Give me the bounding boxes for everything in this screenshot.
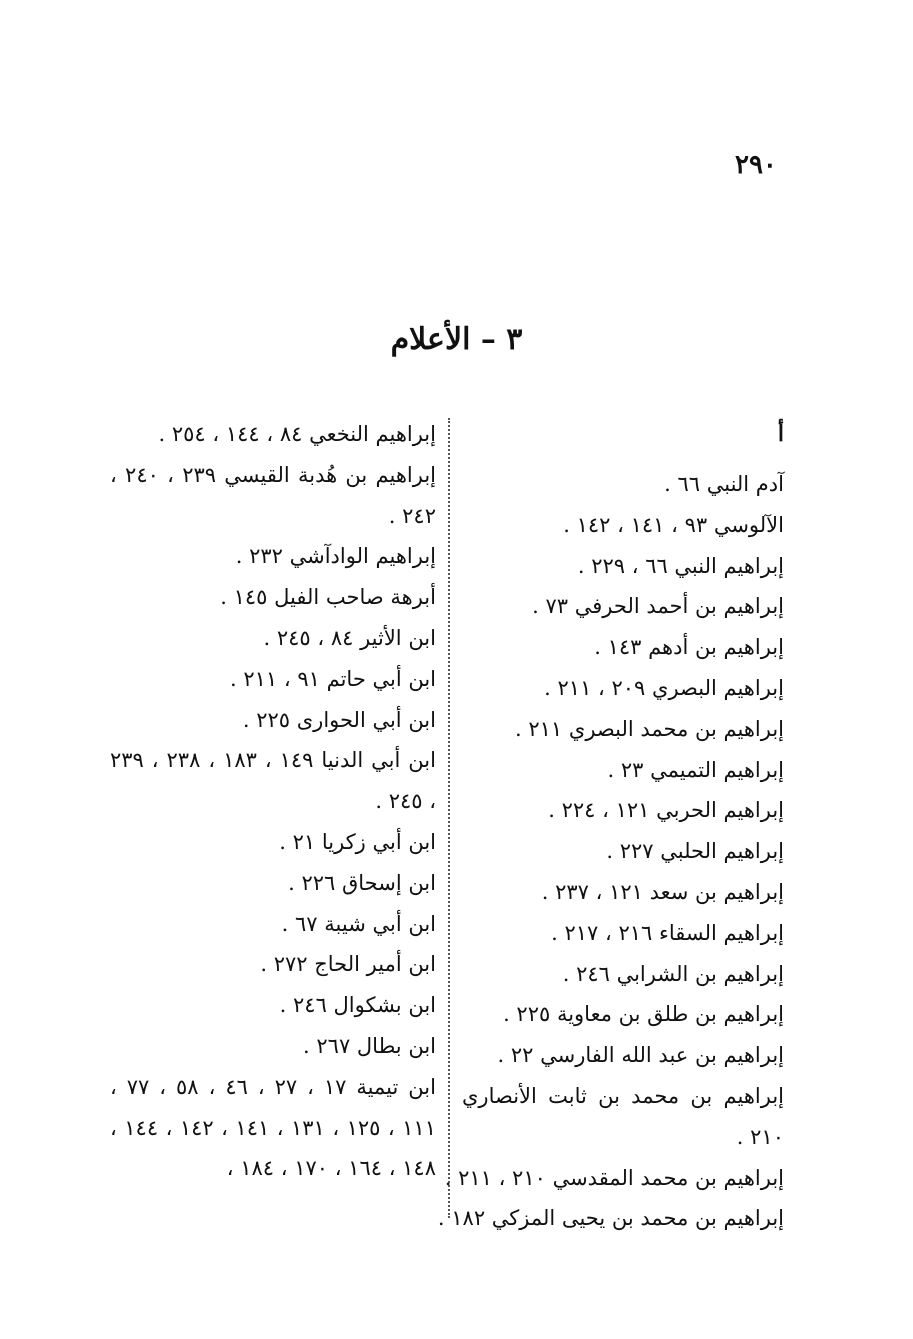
index-entry: آدم النبي ٦٦ . (664, 472, 784, 496)
index-entry: ابن أبي الدنيا ١٤٩ ، ١٨٣ ، ٢٣٨ ، ٢٣٩ ، ٢٤٥ . (110, 748, 436, 814)
index-entry: إبراهيم بن محمد البصري ٢١١ . (515, 716, 784, 741)
index-entry: الآلوسي ٩٣ ، ١٤١ ، ١٤٢ . (563, 512, 784, 537)
index-letter-heading: أ (777, 421, 784, 447)
index-entry: إبراهيم بن عبد الله الفارسي ٢٢ . (497, 1043, 784, 1068)
column-divider (448, 418, 450, 1218)
index-entry: إبراهيم التميمي ٢٣ . (607, 757, 784, 782)
index-entry: إبراهيم البصري ٢٠٩ ، ٢١١ . (544, 675, 784, 700)
page-number: ٢٩٠ (735, 150, 777, 180)
index-entry: ابن أبي شيبة ٦٧ . (281, 911, 436, 936)
index-entry: ابن بطال ٢٦٧ . (303, 1033, 436, 1058)
index-entry: إبراهيم النخعي ٨٤ ، ١٤٤ ، ٢٥٤ . (158, 422, 436, 446)
index-entry: إبراهيم بن محمد بن يحيى المزكي ١٨٢ . (437, 1206, 784, 1231)
index-entry: إبراهيم بن أدهم ١٤٣ . (594, 635, 784, 660)
index-entry: ابن الأثير ٨٤ ، ٢٤٥ . (263, 625, 436, 650)
index-entry: إبراهيم بن محمد المقدسي ٢١٠ ، ٢١١ . (444, 1165, 784, 1190)
index-entry: إبراهيم الوادآشي ٢٣٢ . (235, 544, 436, 569)
index-entry: ابن بشكوال ٢٤٦ . (279, 993, 436, 1018)
section-title: ٣ – الأعلام (390, 322, 523, 357)
index-entry: ابن أبي الحوارى ٢٢٥ . (242, 707, 436, 732)
index-column-right (437, 414, 784, 1239)
index-entry: إبراهيم بن طلق بن معاوية ٢٢٥ . (503, 1002, 784, 1027)
index-entry: ابن أبي حاتم ٩١ ، ٢١١ . (230, 666, 436, 691)
index-entry: إبراهيم الحلبي ٢٢٧ . (606, 839, 784, 864)
index-entry: إبراهيم بن أحمد الحرفي ٧٣ . (532, 594, 784, 619)
index-entry: ابن إسحاق ٢٢٦ . (288, 870, 436, 895)
index-entry: إبراهيم السقاء ٢١٦ ، ٢١٧ . (551, 920, 784, 945)
index-entry: ابن أمير الحاج ٢٧٢ . (260, 952, 436, 977)
index-entry: ابن أبي زكريا ٢١ . (279, 829, 436, 854)
index-entry: أبرهة صاحب الفيل ١٤٥ . (220, 585, 436, 610)
index-entry: إبراهيم النبي ٦٦ ، ٢٢٩ . (577, 553, 784, 578)
index-column-left (110, 414, 436, 1189)
index-entry: إبراهيم بن محمد بن ثابت الأنصاري ٢١٠ . (462, 1083, 784, 1149)
index-entry: إبراهيم بن هُدبة القيسي ٢٣٩ ، ٢٤٠ ، ٢٤٢ . (110, 462, 437, 528)
index-entry: إبراهيم بن الشرابي ٢٤٦ . (562, 961, 784, 986)
index-entry: إبراهيم بن سعد ١٢١ ، ٢٣٧ . (541, 879, 784, 904)
index-entry: ابن تيمية ١٧ ، ٢٧ ، ٤٦ ، ٥٨ ، ٧٧ ، ١١١ ، ١٢٥ ، ١٣١ ، ١٤١ ، ١٤٢ ، ١٤٤ ، ١٤٨ ، ١٦٤ ، ١٧٠ ، ١٨٤ ، (110, 1074, 436, 1181)
index-entry: إبراهيم الحربي ١٢١ ، ٢٢٤ . (548, 798, 784, 823)
